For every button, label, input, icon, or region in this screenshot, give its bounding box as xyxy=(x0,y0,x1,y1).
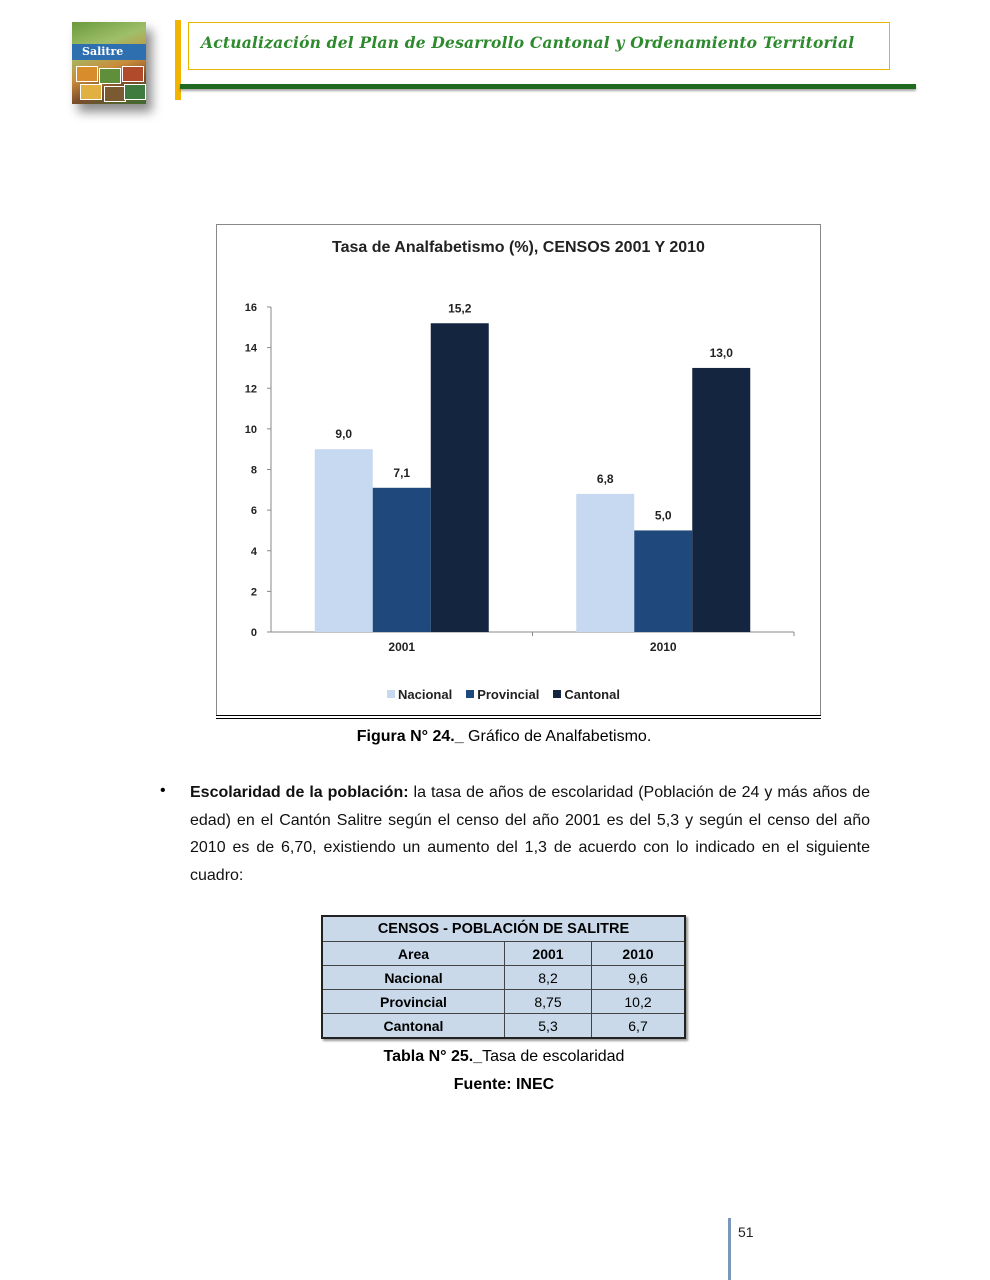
table-header-cell: 2001 xyxy=(505,942,592,966)
table-caption-label: Tabla N° 25._ xyxy=(383,1048,483,1065)
chart-title: Tasa de Analfabetismo (%), CENSOS 2001 Y 2010 xyxy=(332,239,705,256)
logo-photo-tile xyxy=(104,86,126,102)
paragraph-lead: Escolaridad de la población: xyxy=(190,784,409,801)
page-number-bar xyxy=(728,1218,731,1280)
y-tick-label: 14 xyxy=(244,342,257,355)
chart-underline xyxy=(216,715,821,716)
legend-item xyxy=(466,687,539,702)
y-tick-label: 12 xyxy=(244,383,257,396)
legend-label: Provincial xyxy=(477,687,540,702)
table-title: CENSOS - POBLACIÓN DE SALITRE xyxy=(322,916,685,942)
bar-nacional xyxy=(315,449,373,632)
table-caption xyxy=(0,1048,990,1066)
y-tick-label: 16 xyxy=(244,302,257,314)
bar-provincial xyxy=(373,488,431,632)
table-cell: 6,7 xyxy=(592,1014,686,1039)
table-cell: 8,75 xyxy=(505,990,592,1014)
table-row xyxy=(322,1014,685,1039)
figure-caption-label: Figura N° 24._ xyxy=(356,728,464,745)
bar-data-label: 7,1 xyxy=(393,465,411,480)
legend-swatch xyxy=(466,690,474,698)
table-header-row xyxy=(322,942,685,966)
table-caption-text: Tasa de escolaridad xyxy=(482,1048,625,1065)
y-tick-label: 6 xyxy=(250,505,257,518)
legend-swatch xyxy=(553,690,561,698)
table-cell: 10,2 xyxy=(592,990,686,1014)
bar-nacional xyxy=(576,494,634,632)
x-tick-label: 2001 xyxy=(388,640,416,654)
table-header-cell: Area xyxy=(322,942,505,966)
bar-data-label: 6,8 xyxy=(596,471,614,486)
table-row xyxy=(322,966,685,990)
bar-data-label: 5,0 xyxy=(654,508,672,523)
y-tick-label: 4 xyxy=(250,545,257,558)
bullet-icon: • xyxy=(160,782,166,799)
salitre-logo xyxy=(72,22,146,104)
page-number: 51 xyxy=(738,1224,754,1240)
table-cell: 9,6 xyxy=(592,966,686,990)
census-table xyxy=(321,915,686,1039)
figure-caption-text: Gráfico de Analfabetismo. xyxy=(463,728,652,745)
legend-swatch xyxy=(387,690,395,698)
logo-photo-tile xyxy=(80,84,102,100)
y-tick-label: 8 xyxy=(250,464,257,477)
table-header-cell: 2010 xyxy=(592,942,686,966)
y-tick-label: 2 xyxy=(250,586,257,599)
chart-plot xyxy=(217,225,820,715)
bar-data-label: 15,2 xyxy=(448,301,472,316)
figure-caption xyxy=(0,728,990,746)
table-title-row xyxy=(322,916,685,942)
legend-label: Cantonal xyxy=(564,687,620,702)
header-divider xyxy=(180,84,916,89)
table-row xyxy=(322,990,685,1014)
table-cell: 8,2 xyxy=(505,966,592,990)
legend-item xyxy=(387,687,452,702)
logo-text: Salitre xyxy=(82,45,124,58)
legend-label: Nacional xyxy=(398,687,453,702)
bar-data-label: 13,0 xyxy=(709,345,733,360)
table-cell: Provincial xyxy=(322,990,505,1014)
header-title-box xyxy=(188,22,890,70)
bar-provincial xyxy=(634,530,692,632)
table-source: Fuente: INEC xyxy=(453,1076,555,1093)
y-tick-label: 10 xyxy=(244,423,257,436)
header-title: Actualización del Plan de Desarrollo Cantonal y Ordenamiento Territorial xyxy=(201,33,855,52)
bar-data-label: 9,0 xyxy=(335,427,353,442)
chart-underline xyxy=(216,718,821,719)
schooling-paragraph xyxy=(190,779,870,889)
logo-photo-tile xyxy=(124,84,146,100)
y-tick-label: 0 xyxy=(250,627,257,639)
bar-cantonal xyxy=(431,323,489,632)
chart-legend xyxy=(387,687,634,705)
logo-photo-tile xyxy=(99,68,121,84)
logo-photo-tile xyxy=(76,66,98,82)
table-cell: 5,3 xyxy=(505,1014,592,1039)
legend-item xyxy=(553,687,620,702)
x-tick-label: 2010 xyxy=(649,640,677,654)
table-cell: Cantonal xyxy=(322,1014,505,1039)
table-cell: Nacional xyxy=(322,966,505,990)
illiteracy-chart xyxy=(216,224,821,716)
bar-cantonal xyxy=(692,368,750,632)
paragraph-text: la tasa de años de escolaridad (Población de 24 y más años de edad) en el Cantón Salitre según el censo del año 2001 es del 5,3 y según el censo del año 2010 es de 6,70, existiendo un aumento del 1,3 de acuerdo con lo indicado en el siguiente cuadro: xyxy=(190,784,871,884)
logo-photo-tile xyxy=(122,66,144,82)
